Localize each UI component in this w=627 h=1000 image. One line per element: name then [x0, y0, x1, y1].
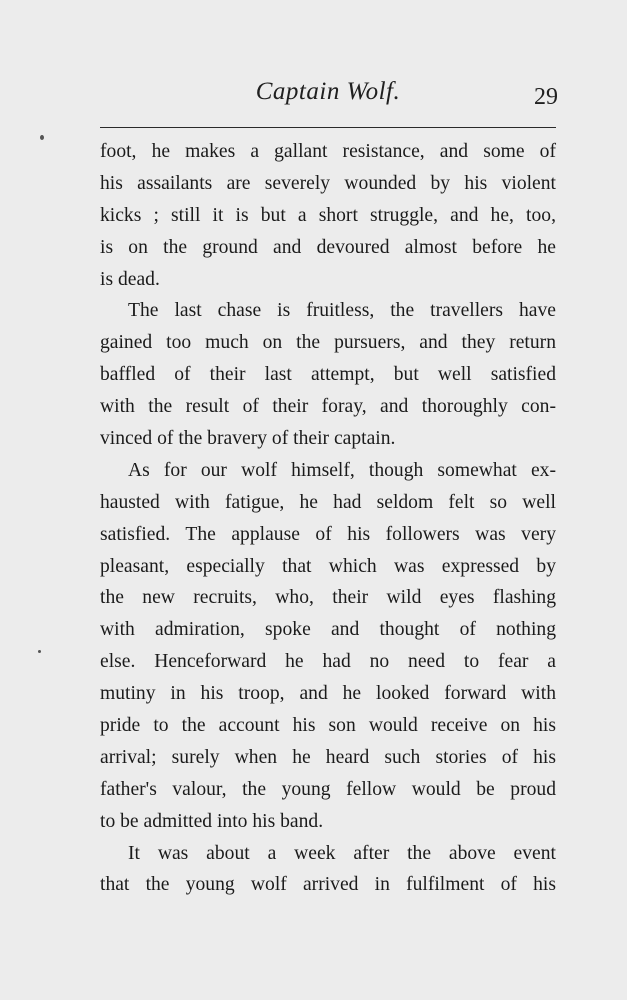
text-line: his assailants are severely wounded by his violent	[100, 172, 556, 194]
text-line: baffled of their last attempt, but well satisfied	[100, 364, 556, 386]
text-line: foot, he makes a gallant resistance, and some of	[100, 141, 556, 162]
text-line: mutiny in his troop, and he looked forward with	[100, 683, 556, 705]
text-line: with the result of their foray, and thoroughly con-	[100, 396, 556, 418]
page-number: 29	[534, 84, 558, 110]
text-line: that the young wolf arrived in fulfilment of his	[100, 874, 556, 896]
text-line: pride to the account his son would receive on his	[100, 715, 556, 737]
text-line: pleasant, especially that which was expressed by	[100, 555, 556, 577]
text-line: hausted with fatigue, he had seldom felt so well	[100, 491, 556, 513]
text-line: kicks ; still it is but a short struggle, and he, too,	[100, 204, 556, 226]
text-line: gained too much on the pursuers, and they return	[100, 332, 556, 354]
header-rule	[100, 127, 556, 128]
text-line: It was about a week after the above event	[128, 842, 556, 864]
text-line: the new recruits, who, their wild eyes flashing	[100, 587, 556, 609]
text-line: to be admitted into his band.	[100, 810, 324, 832]
running-title: Captain Wolf.	[255, 78, 401, 105]
text-line: arrival; surely when he heard such stories of his	[100, 746, 556, 768]
body-text	[100, 136, 556, 901]
text-line: else. Henceforward he had no need to fear a	[100, 651, 556, 673]
text-line: father's valour, the young fellow would be proud	[100, 778, 556, 800]
running-head	[100, 78, 556, 118]
text-line: is dead.	[100, 268, 160, 290]
text-line: satisfied. The applause of his followers was very	[100, 523, 556, 545]
text-line: vinced of the bravery of their captain.	[100, 428, 396, 450]
margin-speck	[40, 135, 44, 140]
margin-speck	[38, 650, 41, 653]
text-line: As for our wolf himself, though somewhat ex-	[128, 459, 556, 481]
text-line: The last chase is fruitless, the travellers have	[128, 300, 556, 322]
text-line: is on the ground and devoured almost before he	[100, 236, 556, 258]
text-line: with admiration, spoke and thought of nothing	[100, 619, 556, 641]
